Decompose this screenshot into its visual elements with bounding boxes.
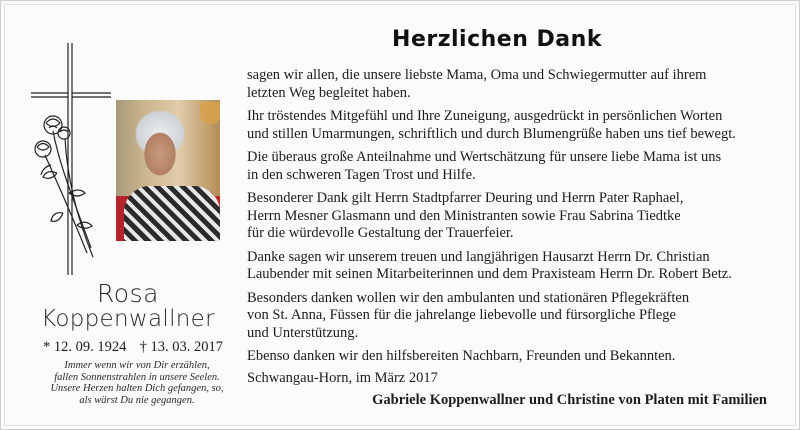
paragraph bbox=[247, 290, 787, 343]
death-date: † 13. 03. 2017 bbox=[139, 339, 223, 355]
birth-date: * 12. 09. 1924 bbox=[43, 339, 127, 355]
memorial-poem bbox=[41, 360, 233, 406]
cross-with-roses-icon bbox=[31, 43, 111, 275]
text-line: und Unterstützung. bbox=[247, 324, 359, 341]
paragraph bbox=[247, 348, 787, 366]
thank-you-text bbox=[247, 67, 787, 372]
photo-coat bbox=[124, 186, 220, 241]
text-line: Besonderer Dank gilt Herrn Stadtpfarrer Deuring und Herrn Pater Raphael, bbox=[247, 190, 684, 206]
paragraph bbox=[247, 249, 787, 284]
text-line: für die würdevolle Gestaltung der Trauerfeier. bbox=[247, 225, 514, 241]
family-signature: Gabriele Koppenwallner und Christine von Platen mit Familien bbox=[372, 392, 767, 408]
text-line: sagen wir allen, die unsere liebste Mama, Oma und Schwiegermutter auf ihrem bbox=[247, 67, 707, 83]
text-line: Ihr tröstendes Mitgefühl und Ihre Zuneigung, ausgedrückt in persönlichen Worten bbox=[247, 108, 723, 124]
photo-background-lamp bbox=[200, 102, 220, 124]
text-line: Danke sagen wir unserem treuen und langjährigen Hausarzt Herrn Dr. Christian bbox=[247, 248, 710, 265]
deceased-first-name: Rosa bbox=[97, 279, 159, 308]
poem-line: fallen Sonnenstrahlen in unsere Seelen. bbox=[54, 371, 220, 383]
paragraph bbox=[247, 190, 787, 243]
poem-line: Unsere Herzen halten Dich gefangen, so, bbox=[50, 383, 224, 394]
portrait-photo bbox=[116, 100, 220, 241]
text-line: Laubender mit seinen Mitarbeiterinnen und dem Praxisteam Herrn Dr. Robert Betz. bbox=[247, 266, 732, 282]
text-line: Ebenso danken wir den hilfsbereiten Nachbarn, Freunden und Bekannten. bbox=[247, 348, 676, 364]
text-line: Besonders danken wollen wir den ambulanten und stationären Pflegekräften bbox=[247, 289, 690, 306]
poem-line: als wärst Du nie gegangen. bbox=[79, 394, 195, 406]
text-line: von St. Anna, Füssen für die jahrelange liebevolle und fürsorgliche Pflege bbox=[247, 307, 676, 323]
deceased-last-name: Koppenwallner bbox=[41, 306, 215, 332]
paragraph bbox=[247, 149, 787, 184]
paragraph bbox=[247, 108, 787, 143]
place-and-date: Schwangau-Horn, im März 2017 bbox=[247, 370, 438, 386]
text-line: Die überaus große Anteilnahme und Wertschätzung für unsere liebe Mama ist uns bbox=[247, 149, 722, 165]
text-line: letzten Weg begleitet haben. bbox=[247, 84, 411, 101]
text-line: in den schweren Tagen Trost und Hilfe. bbox=[247, 166, 476, 183]
text-line: Herrn Mesner Glasmann und den Ministranten sowie Frau Sabrina Tiedtke bbox=[247, 207, 681, 224]
notice-heading: Herzlichen Dank bbox=[392, 27, 602, 52]
text-line: und stillen Umarmungen, schriftlich und durch Blumengrüße haben uns tief bewegt. bbox=[247, 125, 736, 142]
poem-line: Immer wenn wir von Dir erzählen, bbox=[64, 360, 210, 371]
paragraph bbox=[247, 67, 787, 102]
